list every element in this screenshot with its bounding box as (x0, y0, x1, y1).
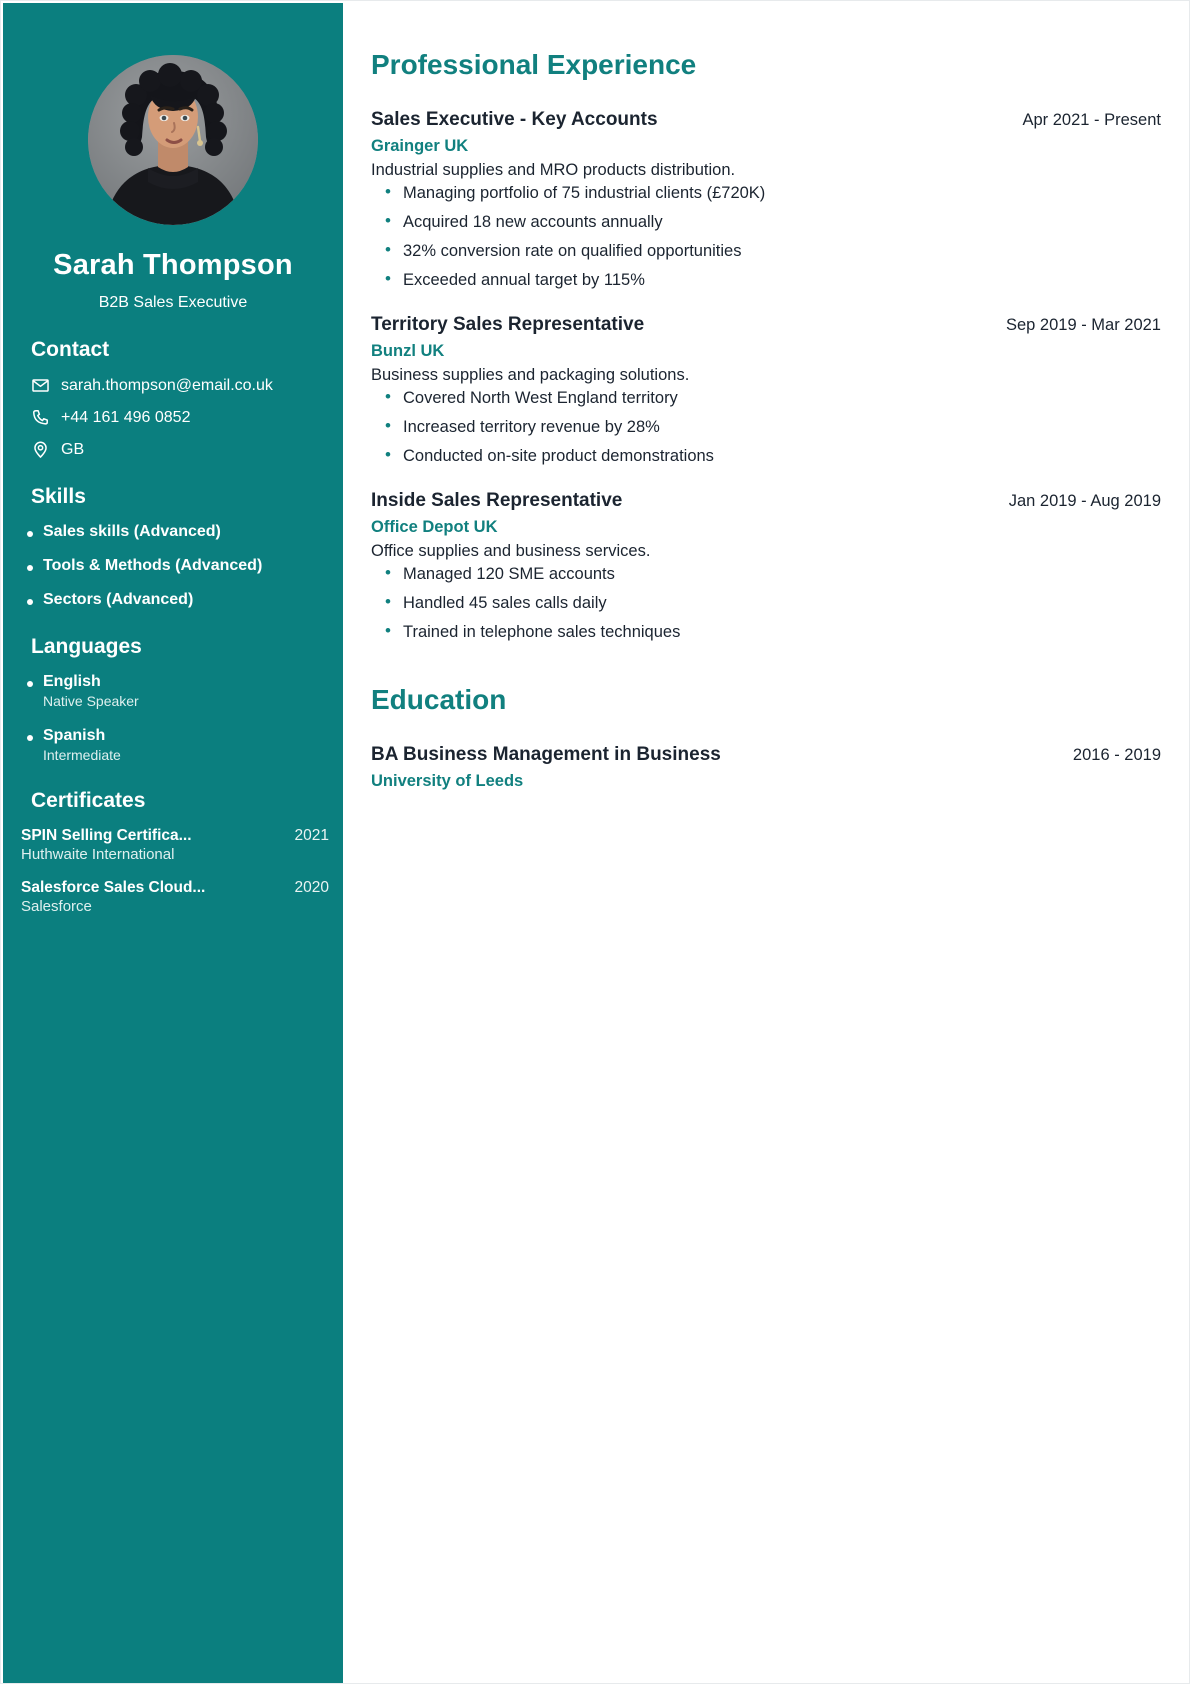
experience-organization: Bunzl UK (371, 342, 445, 360)
skill-label: Sectors (Advanced) (43, 591, 194, 608)
certificate-year: 2021 (294, 827, 329, 844)
experience-bullet: • Conducted on-site product demonstrations (371, 447, 1161, 466)
experience-date: Jan 2019 - Aug 2019 (1008, 492, 1161, 510)
sidebar (3, 3, 343, 1683)
certificates-section (17, 789, 329, 915)
language-level: Intermediate (43, 747, 121, 763)
skill-item (17, 591, 329, 609)
experience-title: Inside Sales Representative (371, 490, 623, 511)
avatar (88, 55, 258, 225)
language-level: Native Speaker (43, 693, 139, 709)
contact-heading: Contact (31, 338, 110, 361)
location-pin-icon (31, 440, 50, 459)
contact-email-value: sarah.thompson@email.co.uk (61, 376, 273, 394)
experience-organization: Grainger UK (371, 137, 469, 155)
phone-icon (31, 408, 50, 427)
language-item (17, 727, 329, 763)
bullet-dot-icon (27, 531, 33, 537)
experience-title: Sales Executive - Key Accounts (371, 109, 658, 130)
experience-description: Industrial supplies and MRO products distribution. (371, 161, 736, 179)
bullet-dot-icon (27, 681, 33, 687)
contact-location[interactable] (17, 440, 329, 459)
certificate-item (17, 879, 329, 915)
experience-date: Sep 2019 - Mar 2021 (1005, 316, 1161, 334)
experience-bullet: • Exceeded annual target by 115% (371, 271, 1161, 290)
certificates-heading: Certificates (31, 789, 146, 812)
experience-bullets (371, 389, 1161, 466)
certificate-item (17, 827, 329, 863)
contact-phone-value: +44 161 496 0852 (61, 408, 191, 426)
education-date: 2016 - 2019 (1072, 746, 1161, 764)
candidate-name: Sarah Thompson (53, 249, 293, 281)
experience-description: Office supplies and business services. (371, 542, 651, 560)
bullet-dot-icon (27, 735, 33, 741)
experience-bullet: • Acquired 18 new accounts annually (371, 213, 1161, 232)
photo-container (17, 3, 329, 225)
skill-label: Tools & Methods (Advanced) (43, 557, 263, 574)
languages-heading: Languages (31, 635, 142, 658)
experience-heading: Professional Experience (371, 49, 697, 80)
experience-bullets (371, 565, 1161, 642)
contact-phone[interactable] (17, 408, 329, 427)
experience-bullet: • Managed 120 SME accounts (371, 565, 1161, 584)
contact-email[interactable] (17, 376, 329, 395)
certificate-issuer: Salesforce (21, 898, 92, 915)
skills-section (17, 485, 329, 609)
experience-entry (371, 109, 1161, 290)
certificate-issuer: Huthwaite International (21, 846, 175, 863)
candidate-role: B2B Sales Executive (98, 294, 248, 311)
experience-bullet: • Trained in telephone sales techniques (371, 623, 1161, 642)
languages-section (17, 635, 329, 763)
language-name: Spanish (43, 727, 106, 744)
bullet-dot-icon (27, 565, 33, 571)
experience-bullet: • Handled 45 sales calls daily (371, 594, 1161, 613)
skills-heading: Skills (31, 485, 86, 508)
bullet-dot-icon (27, 599, 33, 605)
experience-bullet: • 32% conversion rate on qualified opportunities (371, 242, 1161, 261)
certificate-name: Salesforce Sales Cloud... (21, 879, 206, 896)
experience-description: Business supplies and packaging solutions. (371, 366, 690, 384)
education-entry (371, 744, 1161, 791)
contact-location-value: GB (61, 440, 85, 458)
language-item (17, 673, 329, 709)
experience-bullets (371, 184, 1161, 290)
experience-organization: Office Depot UK (371, 518, 498, 536)
education-title: BA Business Management in Business (371, 744, 721, 765)
experience-bullet: • Managing portfolio of 75 industrial clients (£720K) (371, 184, 1161, 203)
skill-label: Sales skills (Advanced) (43, 523, 221, 540)
experience-bullet: • Increased territory revenue by 28% (371, 418, 1161, 437)
experience-date: Apr 2021 - Present (1022, 111, 1161, 129)
education-organization: University of Leeds (371, 772, 524, 790)
envelope-icon (31, 376, 50, 395)
experience-bullet: • Covered North West England territory (371, 389, 1161, 408)
skill-item (17, 557, 329, 575)
education-heading: Education (371, 684, 507, 715)
skill-item (17, 523, 329, 541)
certificate-name: SPIN Selling Certifica... (21, 827, 192, 844)
experience-entry (371, 314, 1161, 466)
experience-title: Territory Sales Representative (371, 314, 645, 335)
contact-section (17, 338, 329, 459)
experience-entry (371, 490, 1161, 642)
language-name: English (43, 673, 101, 690)
main-content (343, 3, 1189, 815)
certificate-year: 2020 (294, 879, 329, 896)
